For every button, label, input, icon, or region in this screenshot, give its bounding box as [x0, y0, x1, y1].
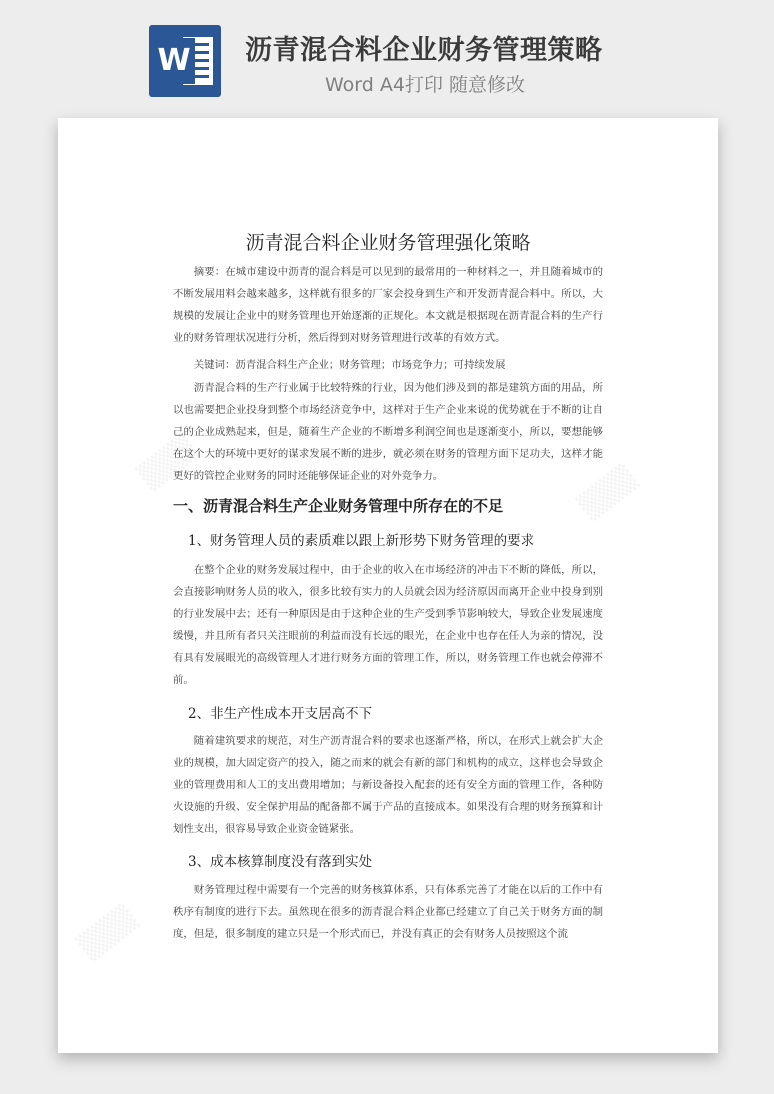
keywords-paragraph: 关键词：沥青混合料生产企业；财务管理；市场竞争力；可持续发展: [193, 359, 506, 371]
subsection-1-heading: 1、财务管理人员的素质难以跟上新形势下财务管理的要求: [188, 533, 535, 549]
intro-paragraph: 沥青混合料的生产行业属于比较特殊的行业，因为他们涉及到的都是建筑方面的用品，所以也需要把企业投身到整个市场经济竞争中，这样对于生产企业来说的优势就在于不断的让自己的企业成熟起来，但是，随着生产企业的不断增多利润空间也是逐渐变小，所以，要想能够在这个大的环境中更好的谋求发展不断的进步，就必须在财务的管理方面下足功夫，这样才能更好的管控企业财务的同时还能够保证企业的对外竞争力。: [173, 382, 603, 482]
section-1-heading: 一、沥青混合料生产企业财务管理中所存在的不足: [173, 497, 504, 515]
logo-letter: W: [153, 38, 195, 84]
watermark-icon: ▒▒▒: [135, 432, 201, 494]
abstract-paragraph: 摘要：在城市建设中沥青的混合料是可以见到的最常用的一种材料之一，并且随着城市的不断发展用料会越来越多，这样就有很多的厂家会投身到生产和开发沥青混合料中。所以，大规模的发展让企业中的财务管理也开始逐渐的正规化。本文就是根据现在沥青混合料的生产行业的财务管理状况进行分析，然后得到对财务管理进行改革的有效方式。: [173, 266, 603, 344]
banner-subtitle: Word A4打印 随意修改: [325, 74, 526, 96]
watermark-icon: ▒▒▒: [575, 462, 641, 524]
banner-title: 沥青混合料企业财务管理策略: [245, 35, 603, 66]
watermark-icon: ▒▒▒: [75, 902, 141, 964]
document-page: [58, 118, 718, 1053]
subsection-1-paragraph: 在整个企业的财务发展过程中，由于企业的收入在市场经济的冲击下不断的降低，所以，会直接影响财务人员的收入，很多比较有实力的人员就会因为经济原因而离开企业中投身到别的行业发展中去；还有一种原因是由于这种企业的生产受到季节影响较大，导致企业发展速度缓慢，并且所有者只关注眼前的利益而没有长远的眼光，在企业中也存在任人为亲的情况，没有具有发展眼光的高级管理人才进行财务方面的管理工作，所以，财务管理工作也就会停滞不前。: [173, 564, 603, 686]
document-title: 沥青混合料企业财务管理强化策略: [245, 232, 531, 254]
subsection-3-paragraph: 财务管理过程中需要有一个完善的财务核算体系，只有体系完善了才能在以后的工作中有秩序有制度的进行下去。虽然现在很多的沥青混合料企业都已经建立了自己关于财务方面的制度，但是，很多制度的建立只是一个形式而已，并没有真正的会有财务人员按照这个流: [173, 884, 603, 940]
subsection-2-paragraph: 随着建筑要求的规范，对生产沥青混合料的要求也逐渐严格，所以，在形式上就会扩大企业的规模，加大固定资产的投入，随之而来的就会有新的部门和机构的成立，这样也会导致企业的管理费用和人工的支出费用增加；与新设备投入配套的还有安全方面的管理工作，各种防火设施的升级、安全保护用品的配备都不属于产品的直接成本。如果没有合理的财务预算和计划性支出，很容易导致企业资金链紧张。: [173, 735, 603, 835]
word-logo-icon: [149, 25, 221, 97]
top-banner: [0, 0, 774, 110]
subsection-2-heading: 2、非生产性成本开支居高不下: [188, 706, 373, 722]
subsection-3-heading: 3、成本核算制度没有落到实处: [188, 854, 373, 870]
